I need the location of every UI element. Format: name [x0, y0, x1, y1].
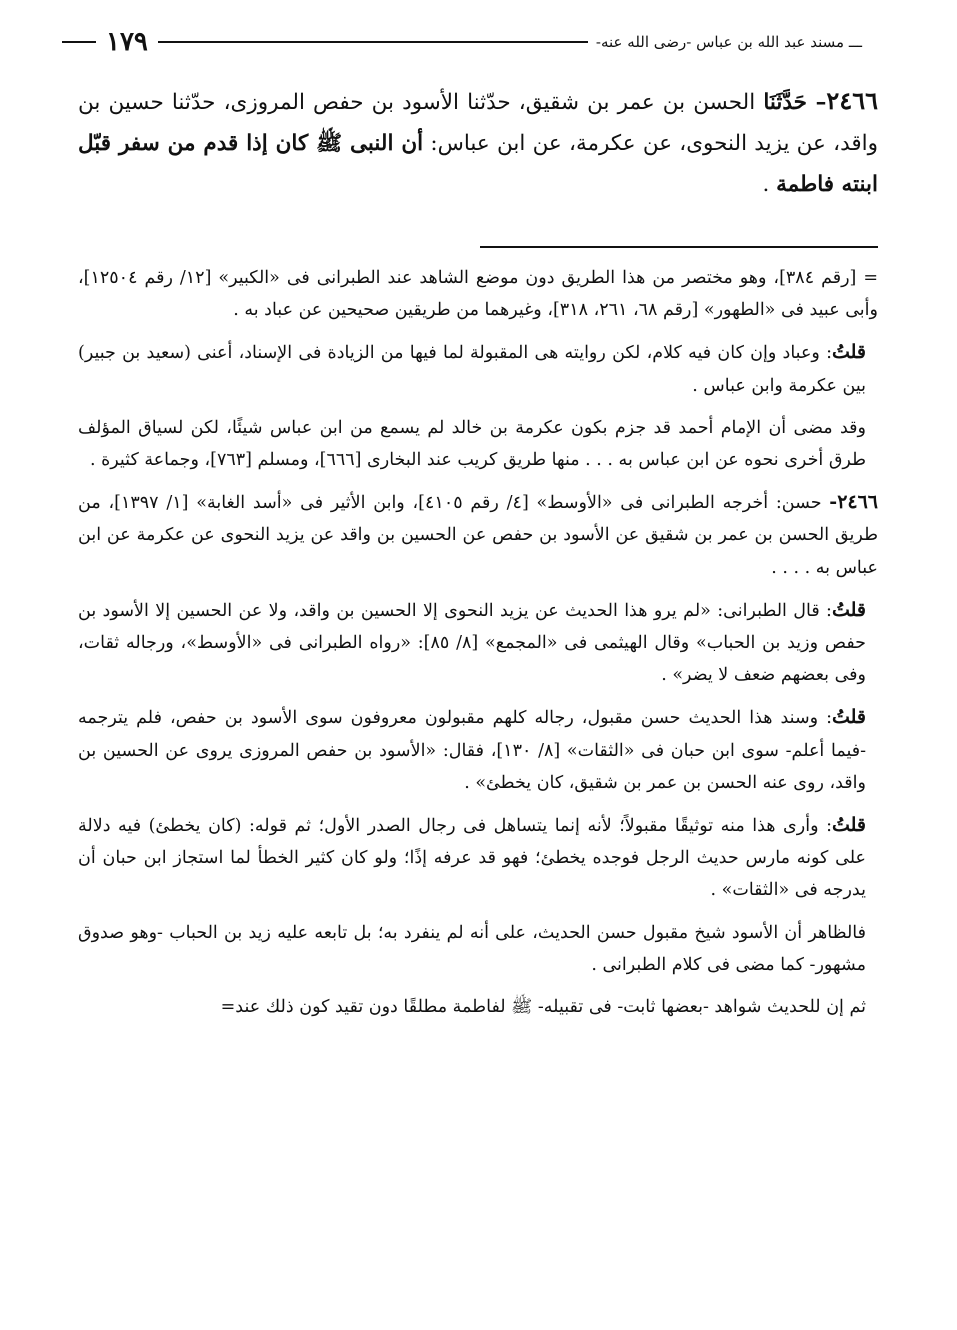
footnote-paragraph: فالظاهر أن الأسود شيخ مقبول حسن الحديث، على أنه لم ينفرد به؛ بل تابعه عليه زيد بن الحباب -وهو صدوق مشهور- كما مضى فى كلام الطبرانى . [78, 922, 866, 975]
running-title: ـــ مسند عبد الله بن عباس -رضى الله عنه- [595, 33, 862, 51]
footnote-paragraph [78, 701, 878, 799]
footnote-number: ٢٤٦٦- [829, 491, 879, 514]
footnote-paragraph: = [رقم ٣٨٤]، وهو مختصر من هذا الطريق دون موضع الشاهد عند الطبرانى فى «الكبير» [١٢/ رقم ١٢٥٠٤]، وأبى عبيد فى «الطهور» [رقم ٦٨، ٢٦١، ٣١٨]، وغيرهما من طريقين صحيحين عن عباد به . [78, 268, 878, 321]
footnote-paragraph: ثم إن للحديث شواهد -بعضها ثابت- فى تقبيله- ﷺ لفاطمة مطلقًا دون تقيد كون ذلك عند= [220, 997, 866, 1018]
hadith-lead: حَدَّثَنَا [763, 90, 807, 115]
hadith-end: . [762, 172, 777, 197]
footnote-paragraph [78, 809, 878, 907]
footnote-text: حسن: أخرجه الطبرانى فى «الأوسط» [٤/ رقم ٤١٠٥]، وابن الأثير فى «أسد الغابة» [١/ ١٣٩٧]، من طريق الحسن بن عمر بن شقيق عن الأسود بن حفص عن الحسين بن واقد عن يزيد النحوى عن عكرمة عن ابن عباس به . . . . [78, 493, 878, 578]
qultu-label: قلتُ [831, 706, 866, 729]
footnote-text: : وأرى هذا منه توثيقًا مقبولاً؛ لأنه إنما يتساهل فى رجال الصدر الأول؛ ثم قوله: (كان يخطئ) فيه دلالة على كونه مارس حديث الرجل فوجده يخطئ؛ فهو قد عرفه إذًا؛ ولو كان كثير الخطأ لما استجاز ابن حبان أن يدرجه فى «الثقات» . [78, 816, 866, 901]
hadith-text: ٢٤٦٦– حَدَّثَنَا الحسن بن عمر بن شقيق، حدّثنا الأسود بن حفص المروزى، حدّثنا حسين بن واقد، عن يزيد النحوى، عن عكرمة، عن ابن عباس: أن النبى ﷺ كان إذا قدم من سفر قبّل ابنته فاطمة . [78, 86, 878, 197]
footnote-separator [480, 246, 878, 248]
header-dash [62, 41, 96, 43]
footnote-text: : وسند هذا الحديث حسن مقبول، رجاله كلهم مقبولون معروفون سوى الأسود بن حفص، فلم يترجمه -فيما أعلم- سوى ابن حبان فى «الثقات» [٨/ ١٣٠]، فقال: «الأسود بن حفص المروزى يروى عن الحسين بن واقد، روى عنه الحسن بن عمر بن شقيق، كان يخطئ» . [78, 708, 867, 793]
header-rule [158, 41, 588, 43]
footnote-text: : وعباد وإن كان فيه كلام، لكن روايته هى المقبولة لما فيها من الزيادة فى الإسناد، أعنى (سعيد بن جبير) بين عكرمة وابن عباس . [78, 343, 866, 396]
footnote-text: : قال الطبرانى: «لم يرو هذا الحديث عن يزيد النحوى إلا الحسين بن واقد، ولا عن الحسين إلا الأسود بن حفص وزيد بن الحباب» وقال الهيثمى فى «المجمع» [٨/ ٨٥]: «رواه الطبرانى فى «الأوسط»، ورجاله ثقات، وفى بعضهم ضعف لا يضر» . [78, 600, 866, 686]
footnote-paragraph [78, 486, 878, 584]
hadith-matn: أن النبى ﷺ كان إذا قدم من سفر قبّل ابنته فاطمة [78, 131, 878, 197]
footnote-paragraph: وقد مضى أن الإمام أحمد قد جزم بكون عكرمة بن خالد لم يسمع من ابن عباس شيئًا، لكن لسياق المؤلف طرق أخرى نحوه عن ابن عباس به . . . منها طريق كريب عند البخارى [٦٦٦]، ومسلم [٧٦٣]، وجماعة كثيرة . [78, 417, 866, 471]
page-header [62, 22, 862, 62]
hadith-isnad: الحسن بن عمر بن شقيق، حدّثنا الأسود بن حفص المروزى، حدّثنا حسين بن واقد، عن يزيد النحوى، عن عكرمة، عن ابن عباس: [78, 90, 878, 156]
qultu-label: قلتُ [831, 341, 866, 364]
qultu-label: قلتُ [831, 598, 866, 621]
footnotes [78, 262, 878, 1033]
hadith-number: ٢٤٦٦ [826, 86, 878, 115]
footnote-paragraph [78, 336, 878, 401]
footnote-paragraph [78, 594, 878, 692]
page-number: ١٧٩ [106, 27, 148, 57]
qultu-label: قلتُ [831, 814, 866, 837]
